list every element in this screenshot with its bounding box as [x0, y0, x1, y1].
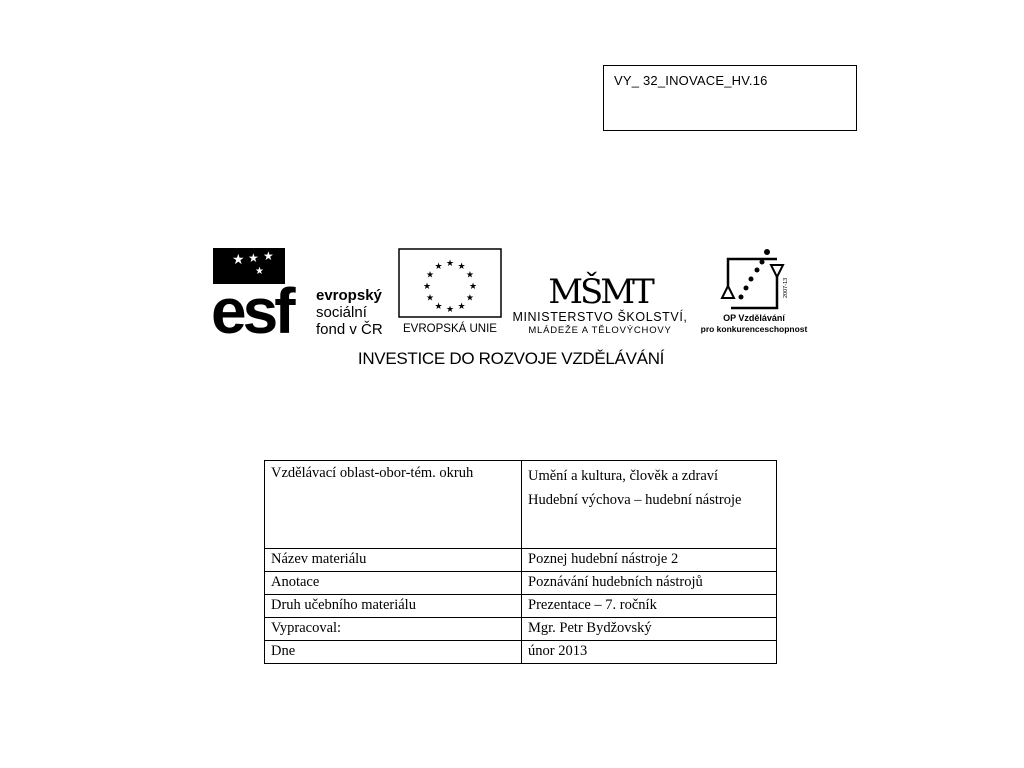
material-info-table [264, 460, 777, 664]
op-line-1: OP Vzdělávání [723, 313, 785, 323]
table-row [265, 572, 777, 595]
row-label: Anotace [265, 572, 522, 595]
material-code: VY_ 32_INOVACE_HV.16 [614, 73, 768, 88]
eu-star-icon: ★ [426, 293, 435, 304]
row-label: Název materiálu [265, 549, 522, 572]
table-row [265, 618, 777, 641]
eu-star-icon: ★ [434, 301, 443, 312]
esf-letters: esf [211, 275, 292, 347]
eu-label: EVROPSKÁ UNIE [403, 323, 497, 335]
svg-text:★: ★ [255, 266, 264, 277]
svg-text:★: ★ [263, 249, 274, 263]
table-row [265, 641, 777, 664]
eu-star-icon: ★ [457, 301, 466, 312]
row-value: únor 2013 [522, 641, 777, 664]
eu-star-icon: ★ [426, 270, 435, 281]
svg-text:★: ★ [248, 251, 259, 265]
tagline: INVESTICE DO ROZVOJE VZDĚLÁVÁNÍ [357, 349, 665, 368]
row-value: Poznej hudební nástroje 2 [522, 549, 777, 572]
row-label: Dne [265, 641, 522, 664]
eu-star-icon: ★ [445, 305, 455, 315]
msmt-logo [512, 271, 687, 336]
esf-line-2: sociální [316, 304, 367, 321]
eu-star-icon: ★ [465, 293, 474, 304]
material-code-box [603, 65, 857, 131]
esf-logo [211, 248, 383, 347]
row-value [522, 461, 777, 549]
logo-banner [0, 240, 1024, 380]
msmt-line-2: MLÁDEŽE A TĚLOVÝCHOVY [528, 325, 672, 336]
row-value: Poznávání hudebních nástrojů [522, 572, 777, 595]
msmt-monogram: MŠMT [548, 272, 652, 312]
row-value: Mgr. Petr Bydžovský [522, 618, 777, 641]
op-line-2: pro konkurenceschopnost [700, 324, 808, 334]
eu-star-icon: ★ [445, 259, 455, 269]
row-value-line: Umění a kultura, člověk a zdraví [528, 468, 719, 484]
table-row [265, 595, 777, 618]
table-row [265, 461, 777, 549]
op-vzdelavani-logo [701, 249, 808, 334]
eu-star-icon: ★ [468, 282, 478, 292]
esf-line-3: fond v ČR [316, 321, 383, 338]
esf-line-1: evropský [316, 287, 382, 304]
op-side-text: 2007-13 [783, 277, 789, 298]
eu-star-icon: ★ [457, 262, 466, 273]
row-label: Druh učebního materiálu [265, 595, 522, 618]
svg-text:★: ★ [232, 252, 245, 268]
row-value-line: Hudební výchova – hudební nástroje [528, 492, 742, 508]
table-row [265, 549, 777, 572]
eu-flag-logo [399, 249, 501, 335]
row-value: Prezentace – 7. ročník [522, 595, 777, 618]
eu-star-icon: ★ [434, 262, 443, 273]
msmt-line-1: MINISTERSTVO ŠKOLSTVÍ, [512, 310, 688, 324]
row-label: Vzdělávací oblast-obor-tém. okruh [265, 461, 522, 549]
row-label: Vypracoval: [265, 618, 522, 641]
eu-star-icon: ★ [422, 282, 432, 292]
eu-star-icon: ★ [465, 270, 474, 281]
